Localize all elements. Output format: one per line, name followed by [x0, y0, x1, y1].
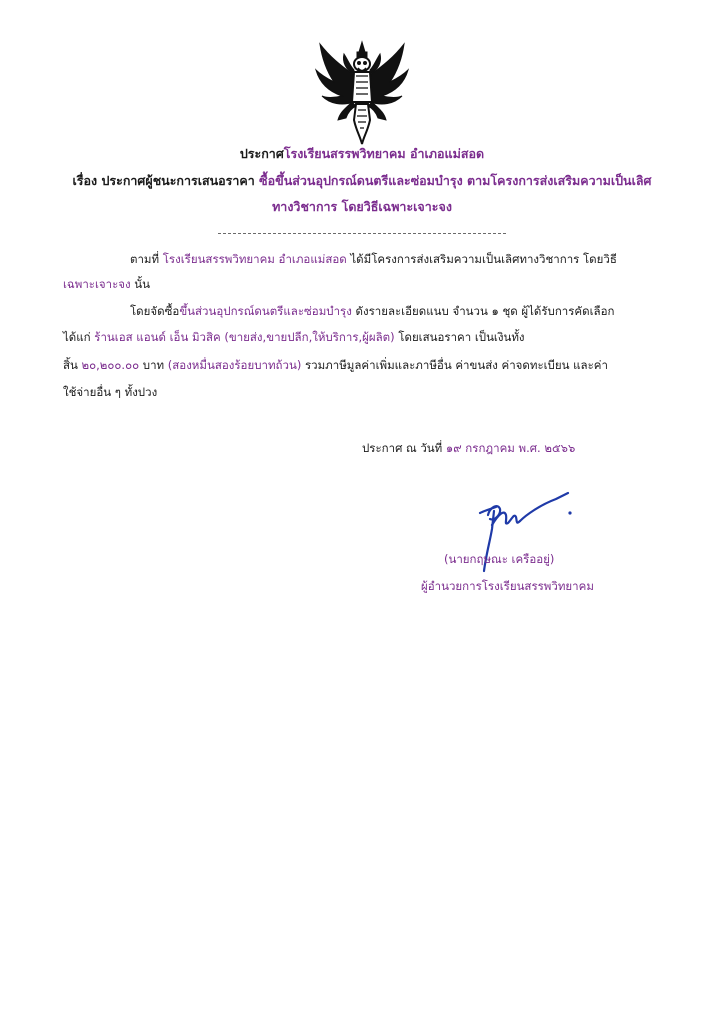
p2-text-a: โดยจัดซื้อ: [130, 304, 180, 318]
subject-text: ซื้อขึ้นส่วนอุปกรณ์ดนตรีและซ่อมบำรุง ตามโครงการส่งเสริมความเป็นเลิศ: [259, 173, 652, 188]
p2-winner-name: ร้านเอส แอนด์ เอ็น มิวสิค (ขายส่ง,ขายปลีก,ให้บริการ,ผู้ผลิต): [94, 330, 395, 344]
signatory-position: [421, 578, 594, 594]
p2-amount-words: (สองหมื่นสองร้อยบาทถ้วน): [167, 358, 302, 372]
p2-text-winner-label: ได้แก่: [63, 330, 91, 344]
signatory-name: [444, 551, 554, 567]
announcement-subject-continued: [0, 199, 724, 215]
garuda-emblem-icon: [312, 40, 412, 146]
p2-currency: บาท: [142, 358, 165, 372]
paragraph-1-line-2: [63, 276, 150, 292]
p1-school-name: โรงเรียนสรรพวิทยาคม อำเภอแม่สอด: [162, 252, 347, 266]
signatory-name-text: (นายกฤษณะ เครืออยู่): [444, 552, 555, 566]
p2-item: ขึ้นส่วนอุปกรณ์ดนตรีและซ่อมบำรุง: [179, 304, 352, 318]
p2-text-price-label: โดยเสนอราคา เป็นเงินทั้ง: [398, 330, 525, 344]
p1-text-c: ได้มีโครงการส่งเสริมความเป็นเลิศทางวิชาการ โดยวิธี: [350, 252, 617, 266]
p2-text-total: สิ้น: [63, 358, 78, 372]
announcement-title: [0, 146, 724, 162]
p2-text-end: ใช้จ่ายอื่น ๆ ทั้งปวง: [63, 385, 158, 399]
title-school: โรงเรียนสรรพวิทยาคม อำเภอแม่สอด: [283, 146, 485, 161]
date-prefix: ประกาศ ณ วันที่: [362, 441, 443, 455]
date-value: ๑๙ กรกฎาคม พ.ศ. ๒๕๖๖: [445, 441, 576, 455]
title-prefix: ประกาศ: [239, 146, 284, 161]
announcement-date: [362, 440, 575, 456]
paragraph-2-line-2: [63, 329, 525, 345]
p1-text-a: ตามที่: [130, 252, 160, 266]
p2-text-tax: รวมภาษีมูลค่าเพิ่มและภาษีอื่น ค่าขนส่ง ค่าจดทะเบียน และค่า: [304, 358, 608, 372]
subject-text-continued: ทางวิชาการ โดยวิธีเฉพาะเจาะจง: [272, 199, 452, 214]
p2-amount: ๒๐,๒๐๐.๐๐: [81, 358, 140, 372]
p1-method: เฉพาะเจาะจง: [63, 277, 131, 291]
header-divider: [218, 233, 506, 234]
paragraph-1-line-1: [130, 251, 617, 267]
paragraph-2-line-3: [63, 357, 608, 373]
paragraph-2-line-1: [130, 303, 614, 319]
paragraph-2-line-4: [63, 384, 157, 400]
signatory-position-text: ผู้อำนวยการโรงเรียนสรรพวิทยาคม: [421, 579, 594, 593]
p2-text-c: ดังรายละเอียดแนบ จำนวน ๑ ชุด ผู้ได้รับการคัดเลือก: [355, 304, 615, 318]
p1-text-end: นั้น: [134, 277, 151, 291]
announcement-subject: [0, 173, 724, 189]
subject-prefix: เรื่อง ประกาศผู้ชนะการเสนอราคา: [72, 173, 255, 188]
